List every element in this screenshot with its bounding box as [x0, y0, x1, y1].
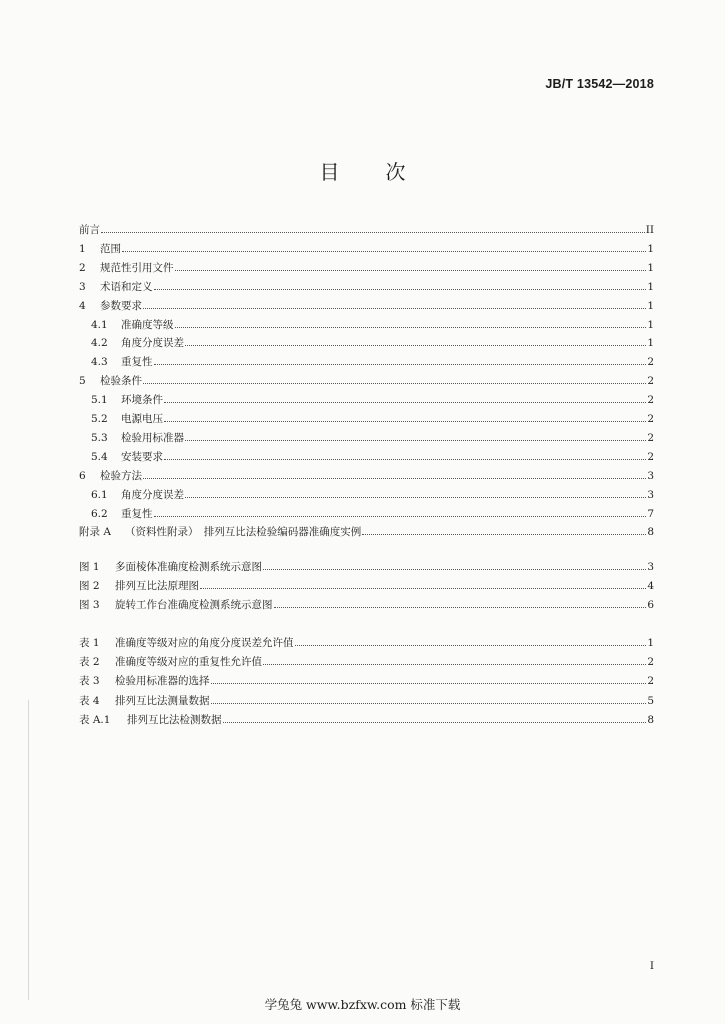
toc-entry-label: 电源电压 [121, 413, 163, 425]
dot-leader [143, 477, 646, 479]
toc-entry-page: 1 [647, 299, 654, 312]
toc-entry-label: 术语和定义 [100, 280, 153, 293]
dot-leader [274, 606, 647, 608]
toc-entry-number: 2 [79, 261, 86, 274]
toc-entry-label: 重复性 [121, 507, 153, 520]
toc-entry-label: 排列互比法检测数据 [127, 713, 222, 726]
toc-entry-page: 2 [647, 413, 654, 425]
dot-leader [122, 250, 646, 252]
dot-leader [263, 663, 646, 665]
toc-entry[interactable] [91, 431, 654, 445]
toc-entry-label: 检验用标准器 [121, 431, 184, 444]
toc-entry[interactable] [79, 280, 654, 294]
toc-entry-page: 1 [647, 261, 654, 274]
toc-entry-label: 角度分度误差 [121, 337, 184, 350]
dot-leader [223, 721, 647, 723]
dot-leader [185, 344, 646, 346]
toc-entry-page: 1 [647, 318, 654, 331]
toc-entry-label: 排列互比法测量数据 [115, 694, 210, 707]
page-number: I [649, 960, 654, 972]
toc-entry[interactable] [79, 713, 654, 727]
watermark: 学兔兔 www.bzfxw.com 标准下载 [264, 997, 461, 1012]
toc-entry-number: 附录 A [79, 526, 111, 539]
toc-entry[interactable] [91, 355, 654, 369]
toc-entry[interactable] [79, 469, 654, 483]
toc-entry-label: 重复性 [121, 356, 153, 369]
toc-entry[interactable] [91, 450, 654, 464]
dot-leader [211, 702, 647, 704]
toc-entry-number: 4 [79, 299, 86, 312]
toc-entry-number: 表 1 [79, 637, 100, 649]
dot-leader [164, 401, 646, 403]
toc-entry[interactable] [79, 636, 654, 650]
toc-entry-page: 8 [647, 526, 654, 539]
toc-entry-number: 表 4 [79, 694, 100, 707]
toc-entry[interactable] [91, 336, 654, 350]
toc-entry-label: 角度分度误差 [121, 488, 184, 501]
toc-entry-page: 1 [647, 337, 654, 350]
toc-entry-number: 表 2 [79, 656, 100, 669]
toc-entry-page: 5 [647, 694, 654, 707]
dot-leader [211, 682, 647, 684]
dot-leader [185, 496, 646, 498]
toc-entry-label: （资料性附录） 排列互比法检验编码器准确度实例 [125, 526, 362, 539]
toc-entry-number: 1 [79, 242, 86, 255]
toc-entry-label: 准确度等级对应的角度分度误差允许值 [115, 637, 294, 649]
toc-entry-page: 1 [647, 242, 654, 255]
scan-margin-line [28, 700, 29, 1000]
toc-entry-number: 4.2 [91, 337, 108, 350]
toc-entry-number: 4.3 [91, 356, 108, 369]
toc-entry-page: 2 [647, 375, 654, 388]
toc-entry-label: 范围 [100, 242, 121, 255]
dot-leader [175, 326, 647, 328]
toc-entry-number: 3 [79, 280, 86, 293]
toc-entry-number: 图 2 [79, 580, 100, 593]
toc-entry[interactable] [91, 488, 654, 502]
toc-entry-label: 规范性引用文件 [100, 261, 174, 274]
dot-leader [154, 288, 647, 290]
toc-entry-number: 图 3 [79, 599, 100, 612]
toc-entry-label: 准确度等级对应的重复性允许值 [115, 656, 262, 669]
toc-entry-page: 8 [647, 713, 654, 726]
dot-leader [175, 269, 647, 271]
toc-entry-page: 7 [647, 507, 654, 520]
dot-leader [164, 458, 646, 460]
dot-leader [143, 382, 646, 384]
dot-leader [154, 515, 647, 517]
toc-entry-page: 3 [647, 561, 654, 573]
toc-entry[interactable] [79, 525, 654, 539]
toc-entry[interactable] [79, 598, 654, 612]
toc-entry[interactable] [79, 655, 654, 669]
toc-entry-label: 多面棱体准确度检测系统示意图 [115, 561, 262, 573]
toc-entry[interactable] [79, 261, 654, 275]
toc-entry-label: 准确度等级 [121, 318, 174, 331]
toc-entry-number: 5.1 [91, 394, 108, 407]
toc-entry-label: 检验方法 [100, 469, 142, 482]
toc-entry[interactable] [91, 412, 654, 426]
toc-entry[interactable] [79, 674, 654, 688]
toc-entry-number: 5.2 [91, 413, 108, 425]
standard-number: JB/T 13542—2018 [545, 77, 654, 91]
toc-entry-page: 4 [647, 580, 654, 593]
toc-entry-number: 5.4 [91, 450, 108, 463]
toc-entry[interactable] [91, 507, 654, 521]
toc-entry-page: 2 [647, 356, 654, 369]
dot-leader [295, 644, 647, 646]
toc-entry-page: 2 [647, 450, 654, 463]
toc-entry-number: 表 A.1 [79, 713, 111, 726]
toc-entry[interactable] [91, 318, 654, 332]
toc-entry-page: 2 [647, 656, 654, 669]
toc-entry[interactable] [79, 579, 654, 593]
toc-entry-number: 5 [79, 375, 86, 388]
dot-leader [263, 568, 646, 570]
toc-entry-number: 5.3 [91, 431, 108, 444]
toc-entry-page: 6 [647, 599, 654, 612]
toc-entry-label: 环境条件 [121, 394, 163, 407]
toc-entry-page: II [645, 224, 654, 236]
toc-entry[interactable] [79, 374, 654, 388]
title-char-1: 目 [319, 160, 340, 184]
dot-leader [185, 439, 646, 441]
toc-entry[interactable] [79, 560, 654, 574]
dot-leader [101, 231, 645, 233]
toc-entry-page: 2 [647, 431, 654, 444]
toc-entry-number: 4.1 [91, 318, 108, 331]
title-char-2: 次 [385, 160, 406, 184]
page-title [0, 156, 725, 185]
toc-entry[interactable] [79, 242, 654, 256]
toc-entry-number: 图 1 [79, 561, 100, 573]
dot-leader [154, 363, 647, 365]
toc-entry-number: 6.2 [91, 507, 108, 520]
toc-entry-label: 排列互比法原理图 [115, 580, 199, 593]
dot-leader [164, 420, 646, 422]
toc-entry[interactable] [91, 393, 654, 407]
toc-entry-page: 1 [647, 637, 654, 649]
toc-entry-page: 2 [647, 675, 654, 688]
toc-entry[interactable] [79, 694, 654, 708]
toc-entry-number: 6.1 [91, 488, 108, 501]
toc-entry-page: 1 [647, 280, 654, 293]
dot-leader [200, 587, 646, 589]
toc-entry[interactable] [79, 299, 654, 313]
toc-entry-page: 3 [647, 469, 654, 482]
toc-entry-label: 参数要求 [100, 299, 142, 312]
toc-entry-page: 3 [647, 488, 654, 501]
toc-entry-label: 安装要求 [121, 450, 163, 463]
toc-entry-page: 2 [647, 394, 654, 407]
toc-entry-number: 表 3 [79, 675, 100, 688]
toc-entry-label: 旋转工作台准确度检测系统示意图 [115, 599, 273, 612]
toc-entry-label: 检验条件 [100, 375, 142, 388]
toc-entry-number: 6 [79, 469, 86, 482]
toc-entry[interactable] [79, 223, 654, 237]
dot-leader [362, 533, 646, 535]
dot-leader [143, 307, 646, 309]
toc-entry-label: 前言 [79, 224, 100, 236]
toc-entry-label: 检验用标准器的选择 [115, 675, 210, 688]
